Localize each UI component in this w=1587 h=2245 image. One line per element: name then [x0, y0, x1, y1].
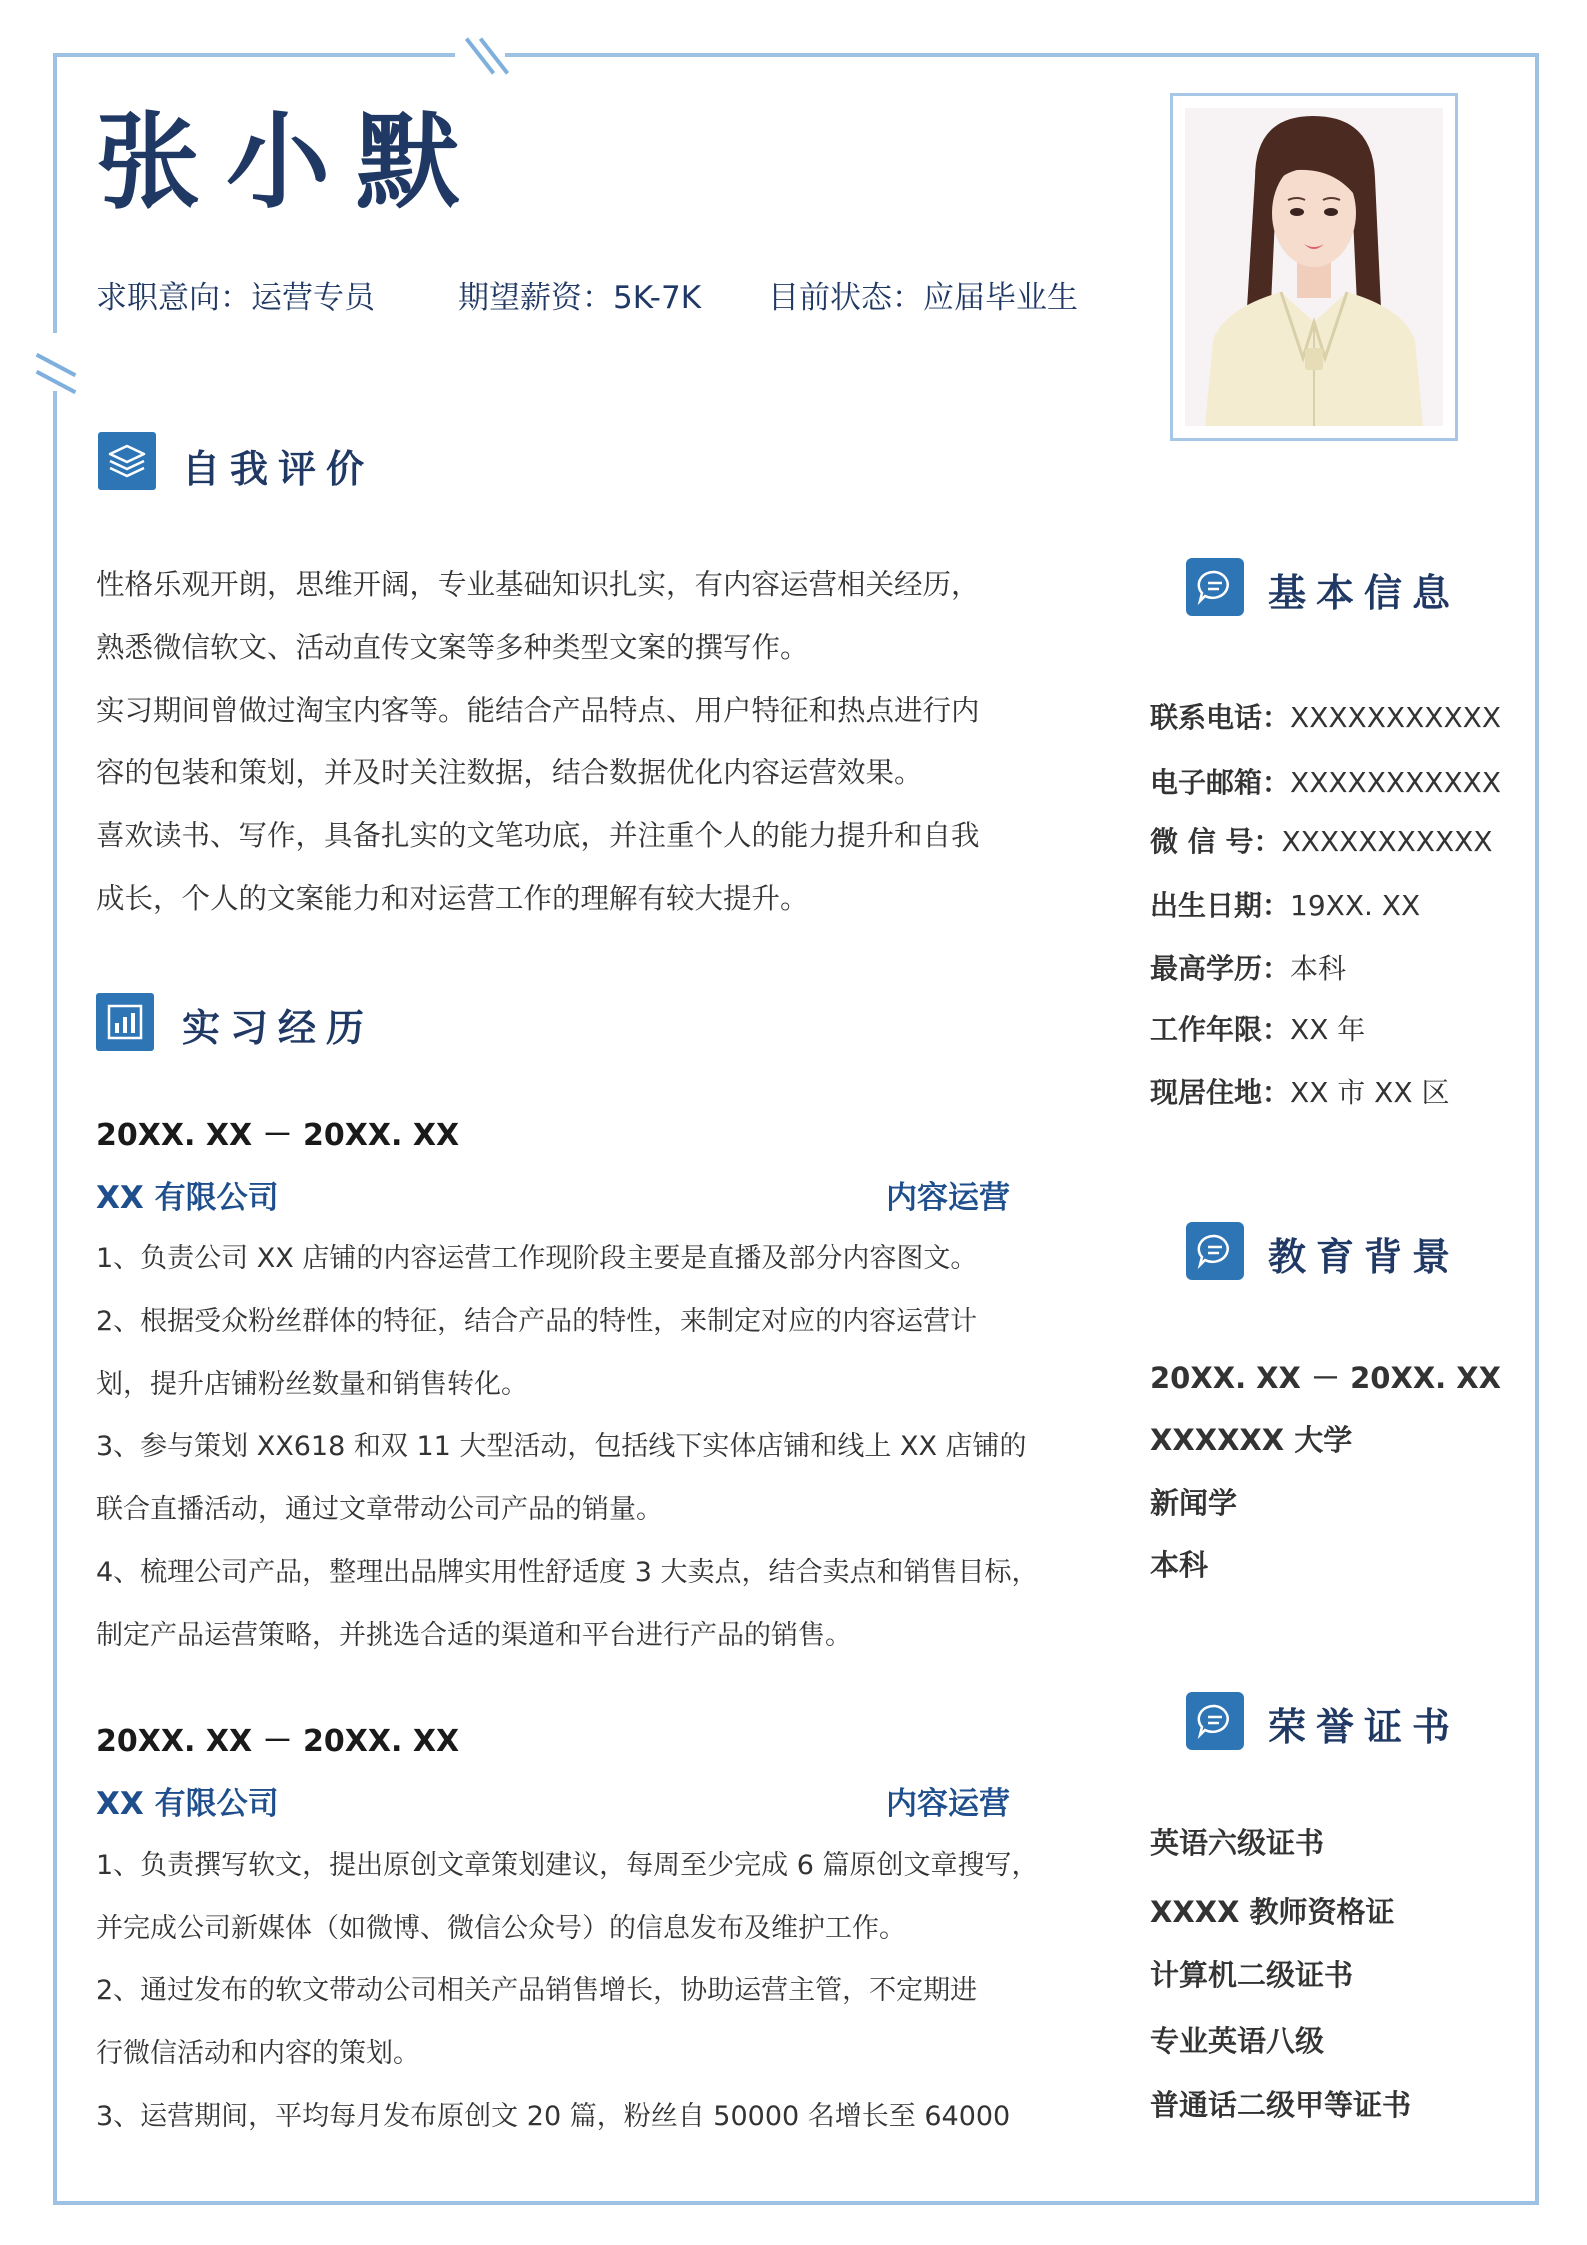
job-duty-line: 并完成公司新媒体（如微博、微信公众号）的信息发布及维护工作。: [96, 1913, 906, 1944]
info-value: XXXXXXXXXXX: [1290, 766, 1502, 799]
info-residence: [1150, 1071, 1449, 1111]
info-value: 本科: [1290, 952, 1347, 985]
info-email: [1150, 761, 1501, 801]
info-value: XXXXXXXXXXX: [1290, 701, 1502, 734]
chat-bubble-icon: [1186, 1222, 1244, 1280]
chat-bubble-icon: [1186, 558, 1244, 616]
profile-photo: [1170, 93, 1458, 441]
job-duty-line: 联合直播活动，通过文章带动公司产品的销量。: [96, 1494, 663, 1525]
edu-date: 20XX. XX － 20XX. XX: [1150, 1361, 1502, 1395]
job-duty-line: 4、梳理公司产品，整理出品牌实用性舒适度 3 大卖点，结合卖点和销售目标，: [96, 1557, 1039, 1588]
honor-item: XXXX 教师资格证: [1150, 1895, 1395, 1929]
info-label: 电子邮箱：: [1150, 766, 1291, 799]
honor-item: 英语六级证书: [1150, 1826, 1325, 1860]
info-label: 联系电话：: [1150, 701, 1291, 734]
job-company: XX 有限公司: [96, 1786, 279, 1822]
self-eval-line: 性格乐观开朗，思维开阔，专业基础知识扎实，有内容运营相关经历，: [96, 568, 980, 601]
info-label: 最高学历：: [1150, 952, 1291, 985]
job-date: 20XX. XX － 20XX. XX: [96, 1724, 460, 1759]
section-title-self-eval: 自我评价: [182, 447, 375, 491]
job-duty-line: 3、参与策划 XX618 和双 11 大型活动，包括线下实体店铺和线上 XX 店铺的: [96, 1431, 1027, 1462]
section-title-honors: 荣誉证书: [1268, 1705, 1461, 1749]
info-value: XX 年: [1290, 1013, 1366, 1046]
info-phone: [1150, 696, 1501, 736]
job-date: 20XX. XX － 20XX. XX: [96, 1118, 460, 1153]
self-eval-line: 容的包装和策划，并及时关注数据，结合数据优化内容运营效果。: [96, 756, 923, 789]
info-wechat: [1150, 820, 1493, 860]
avatar: [1185, 108, 1443, 426]
job-duty-line: 2、根据受众粉丝群体的特征，结合产品的特性，来制定对应的内容运营计: [96, 1306, 978, 1337]
job-duty-line: 2、通过发布的软文带动公司相关产品销售增长，协助运营主管，不定期进: [96, 1975, 978, 2006]
job-company: XX 有限公司: [96, 1180, 279, 1216]
info-work-years: [1150, 1008, 1365, 1048]
info-label: 出生日期：: [1150, 889, 1291, 922]
info-label: 微 信 号：: [1150, 825, 1282, 858]
expected-salary: 期望薪资：5K-7K: [458, 280, 702, 316]
info-degree: [1150, 947, 1346, 987]
bar-chart-icon: [96, 993, 154, 1051]
layers-icon: [98, 432, 156, 490]
job-duty-line: 1、负责公司 XX 店铺的内容运营工作现阶段主要是直播及部分内容图文。: [96, 1243, 978, 1274]
info-label: 工作年限：: [1150, 1013, 1291, 1046]
honor-item: 计算机二级证书: [1150, 1958, 1354, 1992]
edu-degree: 本科: [1150, 1548, 1209, 1582]
section-title-basic-info: 基本信息: [1268, 571, 1461, 615]
edu-school: XXXXXX 大学: [1150, 1423, 1353, 1457]
job-role: 内容运营: [886, 1786, 1010, 1822]
candidate-name: 张小默: [96, 101, 487, 223]
honor-item: 专业英语八级: [1150, 2024, 1325, 2058]
job-duty-line: 行微信活动和内容的策划。: [96, 2038, 420, 2069]
current-status: 目前状态：应届毕业生: [768, 280, 1078, 316]
self-eval-line: 实习期间曾做过淘宝内客等。能结合产品特点、用户特征和热点进行内: [96, 694, 980, 727]
job-duty-line: 3、运营期间，平均每月发布原创文 20 篇，粉丝自 50000 名增长至 64000: [96, 2101, 1011, 2132]
edu-major: 新闻学: [1150, 1486, 1238, 1520]
job-role: 内容运营: [886, 1180, 1010, 1216]
self-eval-line: 熟悉微信软文、活动直传文案等多种类型文案的撰写作。: [96, 631, 809, 664]
info-value: XXXXXXXXXXX: [1281, 825, 1493, 858]
job-duty-line: 划，提升店铺粉丝数量和销售转化。: [96, 1369, 528, 1400]
info-label: 现居住地：: [1150, 1076, 1291, 1109]
self-eval-line: 成长，个人的文案能力和对运营工作的理解有较大提升。: [96, 882, 809, 915]
portrait-illustration: [1185, 108, 1443, 426]
self-eval-line: 喜欢读书、写作，具备扎实的文笔功底，并注重个人的能力提升和自我: [96, 819, 980, 852]
info-value: XX 市 XX 区: [1290, 1076, 1450, 1109]
honor-item: 普通话二级甲等证书: [1150, 2088, 1412, 2122]
job-intent: 求职意向：运营专员: [96, 280, 375, 316]
job-duty-line: 1、负责撰写软文，提出原创文章策划建议，每周至少完成 6 篇原创文章搜写，: [96, 1850, 1039, 1881]
chat-bubble-icon: [1186, 1692, 1244, 1750]
info-value: 19XX. XX: [1290, 889, 1421, 922]
job-duty-line: 制定产品运营策略，并挑选合适的渠道和平台进行产品的销售。: [96, 1620, 852, 1651]
section-title-education: 教育背景: [1268, 1235, 1461, 1279]
section-title-internship: 实习经历: [182, 1006, 375, 1050]
info-birth: [1150, 884, 1420, 924]
